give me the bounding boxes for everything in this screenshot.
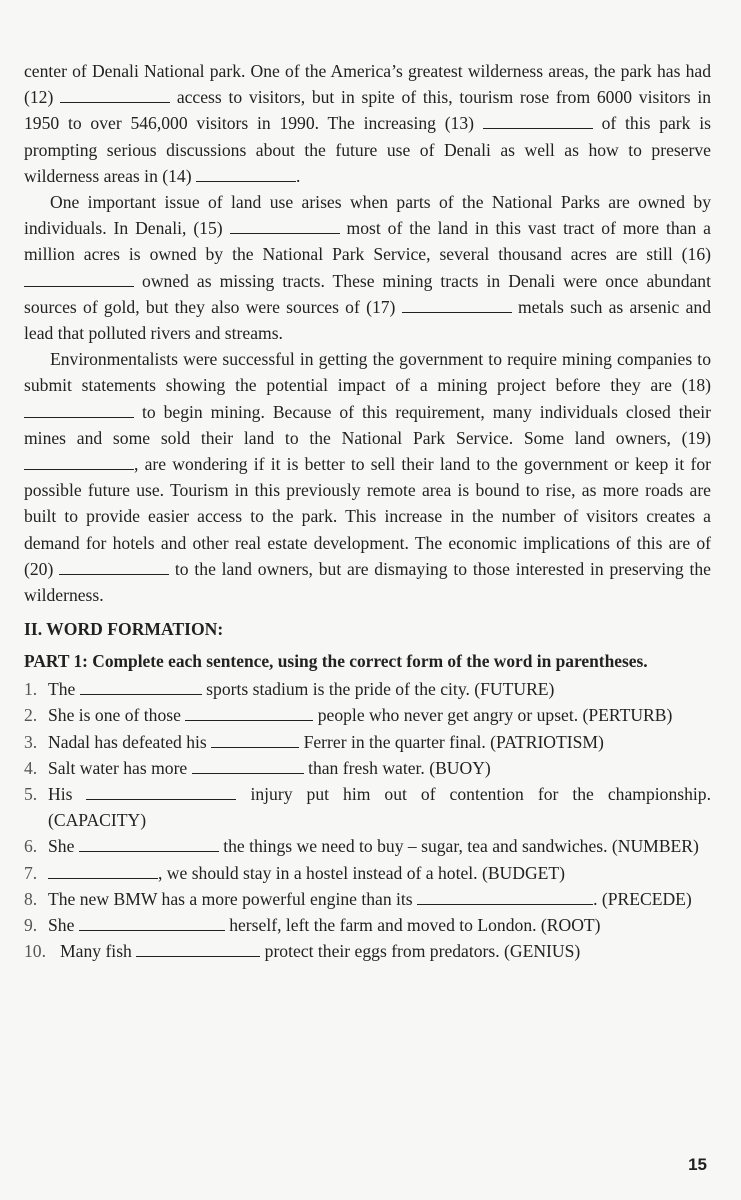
item-text: Salt water has more [48,757,188,778]
blank-13 [483,113,593,129]
item-number: 1. [24,679,38,700]
item-number: 2. [24,705,38,726]
item-text: The [48,679,76,700]
exercise-item-7 [24,860,711,886]
item-text: She [48,915,75,936]
item-text: sports stadium is the pride of the city. (FUTURE) [206,679,555,700]
answer-blank [185,705,313,721]
item-number: 9. [24,915,38,936]
item-text: , we should stay in a hostel instead of a hotel. (BUDGET) [158,862,566,883]
passage-text: , are wondering if it is better to sell their land to the government or keep it for possible future use. Tourism in this previously remote area is bound to rise, as more roads are built to provide easier access to the park. This increase in the number of visitors creates a demand for hotels and other real estate development. The economic implications of this are of (20) [24,454,711,579]
passage-paragraph-1 [24,58,711,189]
item-text: The new BMW has a more powerful engine than its [48,888,413,909]
passage-text: center of Denali National park. One of the America’s greatest wilderness areas, the park has had (12) [24,61,711,108]
answer-blank [48,863,158,879]
exercise-item-3 [24,729,711,755]
answer-blank [79,915,225,931]
exercise-item-6 [24,833,711,859]
item-number: 6. [24,836,38,857]
answer-blank [80,679,202,695]
passage-text: to begin mining. Because of this requirement, many individuals closed their mines and some sold their land to the National Park Service. Some land owners, (19) [24,401,711,448]
passage-paragraph-3 [24,346,711,608]
exercise-item-2 [24,702,711,728]
blank-20 [59,559,169,575]
passage-paragraph-2 [24,189,711,346]
item-text: protect their eggs from predators. (GENIUS) [264,941,581,962]
item-number: 10. [24,941,46,962]
item-text: . (PRECEDE) [593,888,692,909]
answer-blank [417,889,593,905]
item-text: people who never get angry or upset. (PERTURB) [317,705,673,726]
exercise-item-1 [24,676,711,702]
item-text: Nadal has defeated his [48,731,207,752]
passage-text: One important issue of land use arises when parts of the National Parks are owned by individuals. In Denali, (15) [24,192,711,239]
page-number: 15 [688,1155,707,1174]
item-text: injury put him out of contention for the championship. (CAPACITY) [48,784,711,831]
blank-12 [60,87,170,103]
exercise-item-10 [24,938,711,964]
answer-blank [192,758,304,774]
exercise-item-4 [24,755,711,781]
passage-text: to the land owners, but are dismaying to those interested in preserving the wilderness. [24,558,711,606]
section-heading: II. WORD FORMATION: [24,619,224,640]
passage-text: of this park is prompting serious discussions about the future use of Denali as well as how to preserve wilderness areas in (14) [24,113,711,186]
exercise-item-9 [24,912,711,938]
item-text: the things we need to buy – sugar, tea and sandwiches. (NUMBER) [223,836,699,857]
blank-14 [196,166,296,182]
item-text: than fresh water. (BUOY) [308,757,491,778]
answer-blank [86,784,236,800]
item-number: 8. [24,888,38,909]
passage-text: owned as missing tracts. These mining tracts in Denali were once abundant sources of gold, but they also were sources of (17) [24,270,711,317]
item-number: 3. [24,731,38,752]
passage-text: . [295,165,301,186]
passage-text: access to visitors, but in spite of this, tourism rose from 6000 visitors in 1950 to over 546,000 visitors in 1990. The increasing (13) [24,87,712,134]
answer-blank [79,836,219,852]
item-text: His [48,784,73,805]
exercise-item-5 [24,781,711,833]
item-number: 4. [24,757,38,778]
item-text: Ferrer in the quarter final. (PATRIOTISM) [303,731,604,752]
part-1-instruction: PART 1: Complete each sentence, using the correct form of the word in parentheses. [24,651,648,672]
passage-text: metals such as arsenic and lead that polluted rivers and streams. [24,296,711,344]
blank-19 [24,454,134,470]
exercise-item-8 [24,886,711,912]
passage-text: Environmentalists were successful in getting the government to require mining companies to submit statements showing the potential impact of a mining project before they are (18) [24,349,711,396]
blank-17 [402,297,512,313]
exercise-list [24,676,711,964]
item-text: herself, left the farm and moved to London. (ROOT) [229,915,601,936]
blank-15 [230,218,340,234]
item-text: Many fish [60,941,132,962]
item-text: She is one of those [48,705,181,726]
passage-text: most of the land in this vast tract of more than a million acres is owned by the National Park Service, several thousand acres are still (16) [24,218,711,265]
blank-18 [24,402,134,418]
answer-blank [211,732,299,748]
item-number: 7. [24,862,38,883]
answer-blank [136,941,260,957]
item-number: 5. [24,784,38,805]
blank-16 [24,271,134,287]
item-text: She [48,836,75,857]
